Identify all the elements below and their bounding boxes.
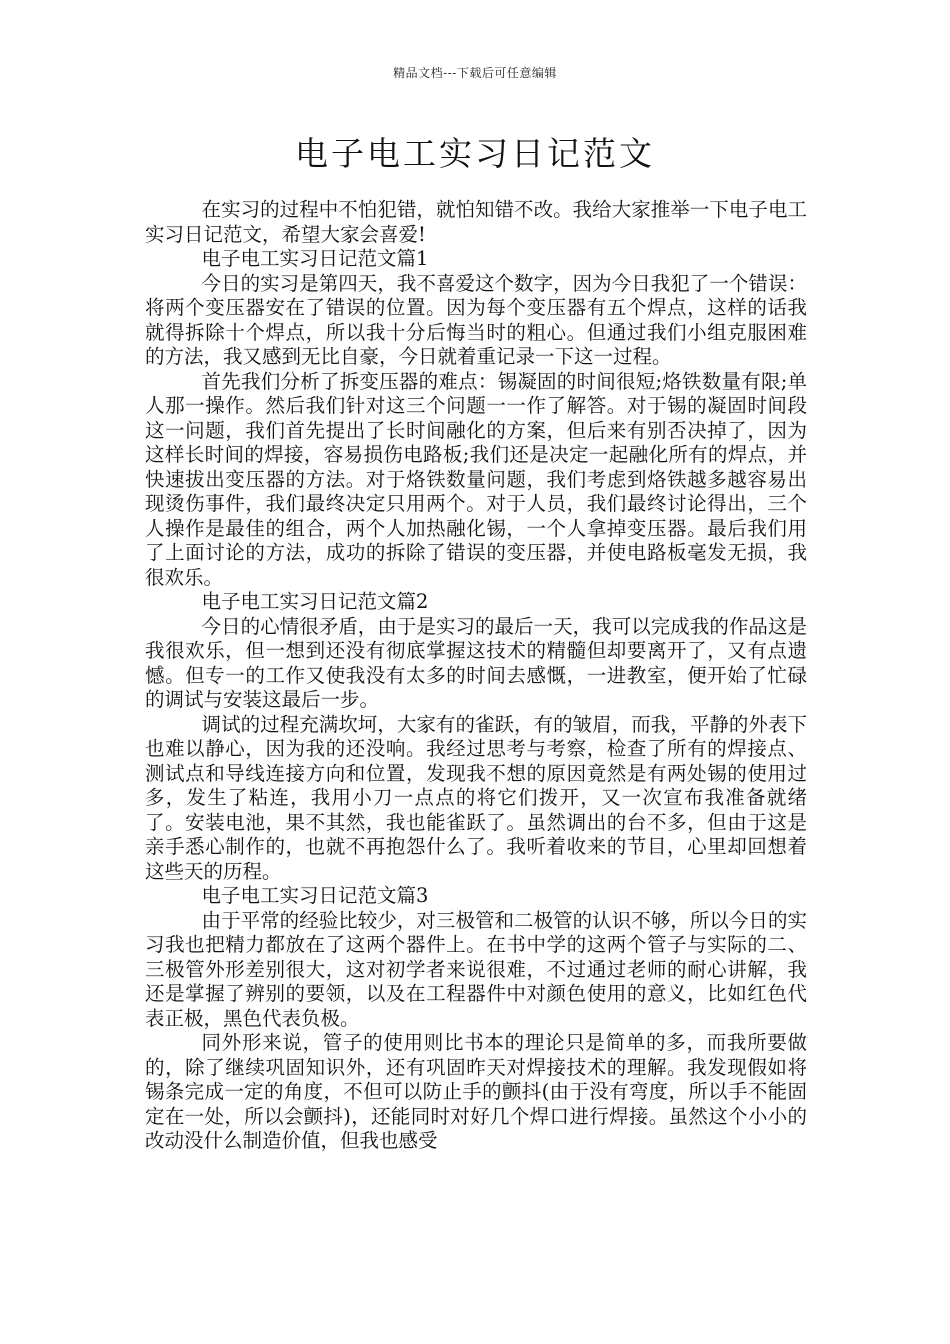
section-heading-2: 电子电工实习日记范文篇2 [201, 590, 429, 613]
section-heading-1: 电子电工实习日记范文篇1 [201, 247, 429, 270]
document-body [145, 198, 807, 1154]
intro-paragraph: 在实习的过程中不怕犯错，就怕知错不改。我给大家推举一下电子电工实习日记范文，希望大家会喜爱! [145, 198, 807, 246]
header-note: 精品文档---下载后可任意编辑 [393, 66, 557, 80]
section-heading-3: 电子电工实习日记范文篇3 [201, 884, 429, 907]
body-paragraph: 今日的心情很矛盾，由于是实习的最后一天，我可以完成我的作品这是我很欢乐，但一想到还没有彻底掌握这技术的精髓但却要离开了，又有点遗憾。但专一的工作又使我没有太多的时间去感慨，一进教室，便开始了忙碌的调试与安装这最后一步。 [145, 614, 807, 711]
body-paragraph: 调试的过程充满坎坷，大家有的雀跃，有的皱眉，而我，平静的外表下也难以静心，因为我的还没响。我经过思考与考察，检查了所有的焊接点、测试点和导线连接方向和位置，发现我不想的原因竟然是有两处锡的使用过多，发生了粘连，我用小刀一点点的将它们拨开，又一次宣布我准备就绪了。安装电池，果不其然，我也能雀跃了。虽然调出的台不多，但由于这是亲手悉心制作的，也就不再抱怨什么了。我听着收来的节目，心里却回想着这些天的历程。 [145, 712, 807, 883]
body-paragraph: 同外形来说，管子的使用则比书本的理论只是简单的多，而我所要做的，除了继续巩固知识外，还有巩固昨天对焊接技术的理解。我发现假如将锡条完成一定的角度，不但可以防止手的颤抖(由于没有弯度，所以手不能固定在一处，所以会颤抖)，还能同时对好几个焊口进行焊接。虽然这个小小的改动没什么制造价值，但我也感受 [145, 1031, 807, 1152]
body-paragraph: 今日的实习是第四天，我不喜爱这个数字，因为今日我犯了一个错误：将两个变压器安在了错误的位置。因为每个变压器有五个焊点，这样的话我就得拆除十个焊点，所以我十分后悔当时的粗心。但通过我们小组克服困难的方法，我又感到无比自豪，今日就着重记录一下这一过程。 [145, 271, 807, 368]
body-paragraph: 首先我们分析了拆变压器的难点：锡凝固的时间很短;烙铁数量有限;单人那一操作。然后我们针对这三个问题一一作了解答。对于锡的凝固时间段这一问题，我们首先提出了长时间融化的方案，但后来有别否决掉了，因为这样长时间的焊接，容易损伤电路板;我们还是决定一起融化所有的焊点，并快速拔出变压器的方法。对于烙铁数量问题，我们考虑到烙铁越多越容易出现烫伤事件，我们最终决定只用两个。对于人员，我们最终讨论得出，三个人操作是最佳的组合，两个人加热融化锡，一个人拿掉变压器。最后我们用了上面讨论的方法，成功的拆除了错误的变压器，并使电路板毫发无损，我很欢乐。 [145, 369, 807, 589]
document-title: 电子电工实习日记范文 [295, 134, 655, 173]
body-paragraph: 由于平常的经验比较少，对三极管和二极管的认识不够，所以今日的实习我也把精力都放在了这两个器件上。在书中学的这两个管子与实际的二、三极管外形差别很大，这对初学者来说很难，不过通过老师的耐心讲解，我还是掌握了辨别的要领，以及在工程器件中对颜色使用的意义，比如红色代表正极，黑色代表负极。 [145, 908, 807, 1030]
